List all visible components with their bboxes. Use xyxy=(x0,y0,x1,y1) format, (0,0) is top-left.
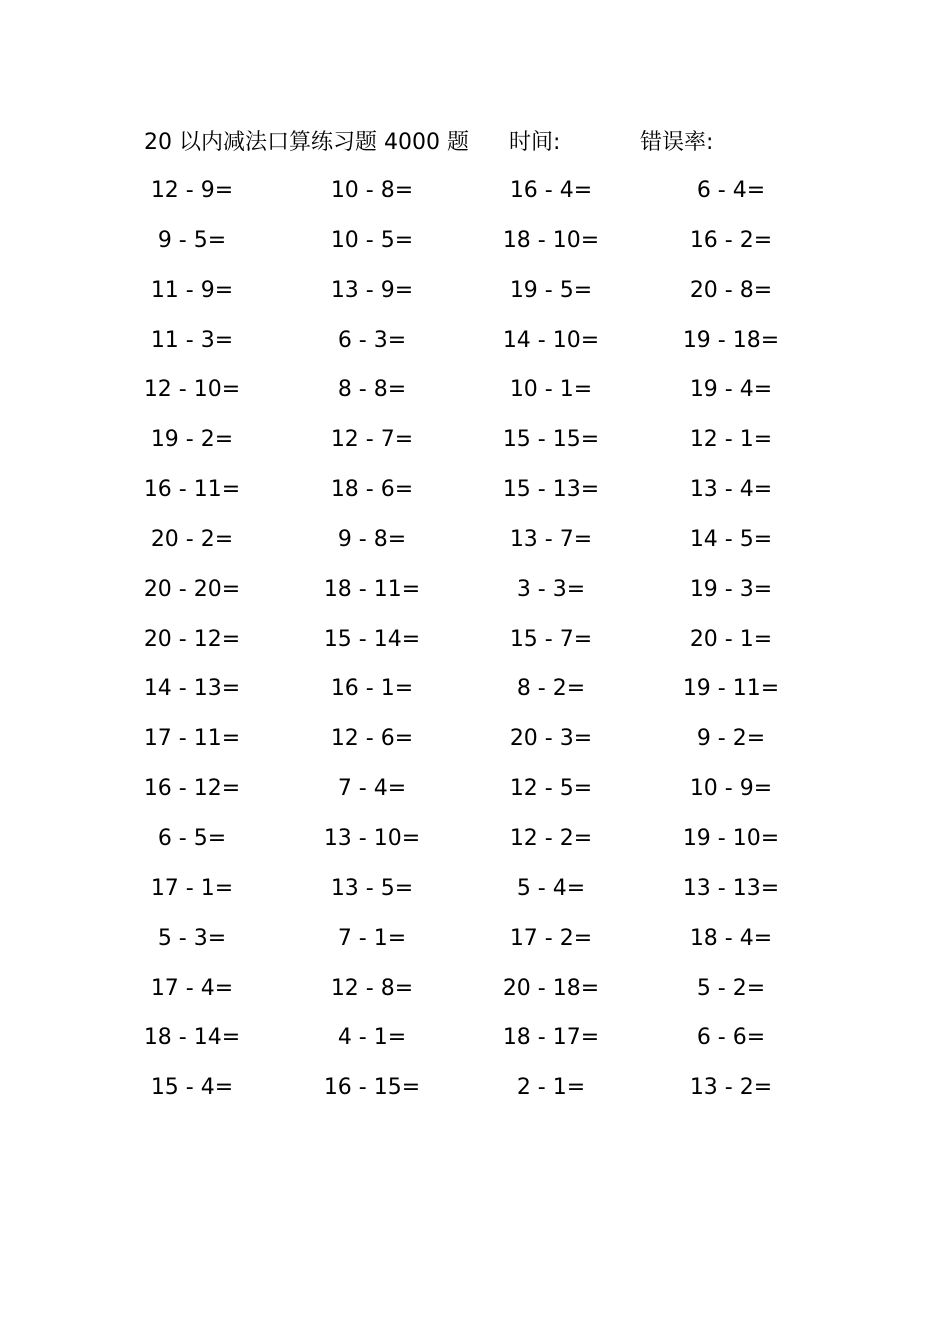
problem-item: 16 - 1= xyxy=(330,676,414,702)
problem-row xyxy=(0,972,950,1022)
problem-row xyxy=(0,922,950,972)
problem-item: 15 - 7= xyxy=(509,626,593,652)
problem-item: 3 - 3= xyxy=(516,576,586,602)
problem-row xyxy=(0,1071,950,1121)
problem-item: 2 - 1= xyxy=(516,1075,586,1101)
problem-row xyxy=(0,623,950,673)
problem-item: 13 - 5= xyxy=(330,875,414,901)
problem-row xyxy=(0,1021,950,1071)
problem-item: 20 - 2= xyxy=(150,526,234,552)
problem-item: 5 - 3= xyxy=(157,925,227,951)
problem-item: 16 - 2= xyxy=(689,227,773,253)
problem-item: 19 - 10= xyxy=(682,825,780,851)
problem-item: 13 - 2= xyxy=(689,1075,773,1101)
problem-item: 12 - 8= xyxy=(330,975,414,1001)
problem-item: 14 - 10= xyxy=(502,327,600,353)
problem-item: 10 - 8= xyxy=(330,178,414,203)
problem-item: 7 - 4= xyxy=(337,776,407,802)
problem-item: 20 - 12= xyxy=(143,626,241,652)
time-label: 时间: xyxy=(509,130,561,155)
problem-item: 19 - 4= xyxy=(689,377,773,403)
problem-item: 9 - 2= xyxy=(696,726,766,752)
problem-item: 9 - 8= xyxy=(337,526,407,552)
problem-row xyxy=(0,224,950,274)
problem-item: 5 - 4= xyxy=(516,875,586,901)
problem-item: 13 - 10= xyxy=(323,825,421,851)
problem-item: 18 - 11= xyxy=(323,576,421,602)
problem-item: 16 - 11= xyxy=(143,477,241,503)
problem-item: 12 - 6= xyxy=(330,726,414,752)
problem-item: 20 - 20= xyxy=(143,576,241,602)
problem-item: 5 - 2= xyxy=(696,975,766,1001)
problem-row xyxy=(0,373,950,423)
problem-item: 17 - 11= xyxy=(143,726,241,752)
problem-item: 4 - 1= xyxy=(337,1025,407,1051)
problem-item: 12 - 5= xyxy=(509,776,593,802)
problem-item: 18 - 10= xyxy=(502,227,600,253)
problem-item: 12 - 10= xyxy=(143,377,241,403)
problem-item: 12 - 2= xyxy=(509,825,593,851)
error-rate-label: 错误率: xyxy=(640,130,714,155)
problem-row xyxy=(0,872,950,922)
problem-row xyxy=(0,274,950,324)
problem-row xyxy=(0,672,950,722)
worksheet-header xyxy=(0,126,950,160)
problem-item: 9 - 5= xyxy=(157,227,227,253)
problem-item: 18 - 17= xyxy=(502,1025,600,1051)
problem-item: 6 - 6= xyxy=(696,1025,766,1051)
problem-item: 17 - 4= xyxy=(150,975,234,1001)
problem-item: 6 - 5= xyxy=(157,825,227,851)
problem-item: 19 - 18= xyxy=(682,327,780,353)
problem-item: 15 - 14= xyxy=(323,626,421,652)
problem-grid xyxy=(0,174,950,1121)
problem-item: 18 - 6= xyxy=(330,477,414,503)
problem-item: 20 - 8= xyxy=(689,277,773,303)
problem-item: 11 - 9= xyxy=(150,277,234,303)
problem-item: 11 - 3= xyxy=(150,327,234,353)
problem-item: 18 - 4= xyxy=(689,925,773,951)
problem-row xyxy=(0,772,950,822)
problem-row xyxy=(0,174,950,224)
problem-item: 19 - 2= xyxy=(150,427,234,453)
problem-item: 6 - 4= xyxy=(696,178,766,203)
problem-item: 19 - 3= xyxy=(689,576,773,602)
problem-item: 8 - 8= xyxy=(337,377,407,403)
problem-item: 18 - 14= xyxy=(143,1025,241,1051)
problem-item: 14 - 13= xyxy=(143,676,241,702)
problem-row xyxy=(0,573,950,623)
worksheet-title: 20 以内减法口算练习题 4000 题 xyxy=(144,130,469,155)
problem-item: 15 - 13= xyxy=(502,477,600,503)
problem-row xyxy=(0,722,950,772)
problem-item: 15 - 4= xyxy=(150,1075,234,1101)
problem-item: 16 - 12= xyxy=(143,776,241,802)
problem-item: 15 - 15= xyxy=(502,427,600,453)
problem-item: 6 - 3= xyxy=(337,327,407,353)
problem-item: 10 - 5= xyxy=(330,227,414,253)
problem-item: 13 - 4= xyxy=(689,477,773,503)
problem-item: 10 - 1= xyxy=(509,377,593,403)
problem-row xyxy=(0,523,950,573)
problem-item: 17 - 1= xyxy=(150,875,234,901)
problem-item: 13 - 13= xyxy=(682,875,780,901)
problem-row xyxy=(0,822,950,872)
problem-item: 10 - 9= xyxy=(689,776,773,802)
problem-item: 14 - 5= xyxy=(689,526,773,552)
problem-row xyxy=(0,473,950,523)
problem-item: 17 - 2= xyxy=(509,925,593,951)
problem-row xyxy=(0,324,950,374)
problem-item: 13 - 7= xyxy=(509,526,593,552)
problem-item: 7 - 1= xyxy=(337,925,407,951)
problem-item: 19 - 5= xyxy=(509,277,593,303)
problem-item: 12 - 1= xyxy=(689,427,773,453)
problem-item: 19 - 11= xyxy=(682,676,780,702)
problem-item: 13 - 9= xyxy=(330,277,414,303)
problem-item: 16 - 15= xyxy=(323,1075,421,1101)
problem-item: 12 - 7= xyxy=(330,427,414,453)
problem-item: 20 - 18= xyxy=(502,975,600,1001)
problem-item: 16 - 4= xyxy=(509,178,593,203)
problem-item: 20 - 1= xyxy=(689,626,773,652)
problem-item: 12 - 9= xyxy=(150,178,234,203)
problem-row xyxy=(0,423,950,473)
problem-item: 8 - 2= xyxy=(516,676,586,702)
problem-item: 20 - 3= xyxy=(509,726,593,752)
